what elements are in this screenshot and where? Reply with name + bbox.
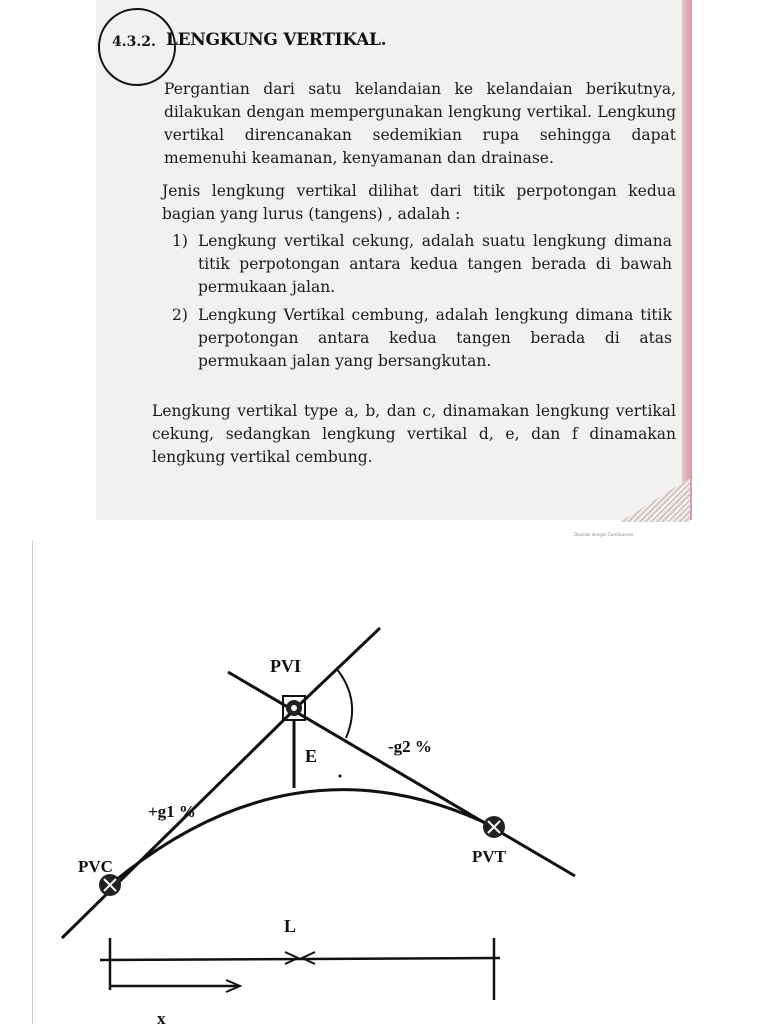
page-edge xyxy=(682,0,692,520)
paragraph-intro: Pergantian dari satu kelandaian ke kelandaian berikutnya, dilakukan dengan mempergunakan lengkung vertikal. Lengkung vertikal direncanakan sedemikian rupa sehingga dapat memenuhi keamanan, kenyamanan dan drainase. xyxy=(164,80,676,167)
list-item xyxy=(172,304,676,374)
list-item-text: Lengkung Vertikal cembung, adalah lengkung dimana titik perpotongan antara kedua tangen berada di atas permukaan jalan yang bersangkutan. xyxy=(198,306,672,370)
l-dimension-line xyxy=(100,958,500,960)
paragraph-summary: Lengkung vertikal type a, b, dan c, dinamakan lengkung vertikal cekung, sedangkan lengkung vertikal d, e, dan f dinamakan lengkung vertikal cembung. xyxy=(152,402,676,466)
pvc-label: PVC xyxy=(78,857,113,876)
paragraph-types: Jenis lengkung vertikal dilihat dari titik perpotongan kedua bagian yang lurus (tangens) , adalah : xyxy=(162,182,676,223)
e-label: E xyxy=(305,746,318,766)
angle-arc xyxy=(336,668,352,738)
l-label: L xyxy=(284,916,297,936)
pvi-label: PVI xyxy=(270,656,301,676)
scanner-watermark: Dipindai dengan CamScanner xyxy=(574,532,634,537)
tangent-g1-extension xyxy=(296,628,380,708)
section-title: LENGKUNG VERTIKAL. xyxy=(166,30,387,50)
list-item-number: 2) xyxy=(172,306,188,324)
vertical-curve-diagram xyxy=(0,540,768,1024)
g2-label: -g2 % xyxy=(388,737,432,756)
pvt-label: PVT xyxy=(472,847,506,866)
curve-dot xyxy=(339,775,342,778)
list-item xyxy=(172,230,676,300)
tangent-g1-line xyxy=(62,708,296,938)
list-item-number: 1) xyxy=(172,232,188,250)
tangent-g2-line xyxy=(228,672,575,876)
x-label: x xyxy=(157,1009,166,1024)
list-item-text: Lengkung vertikal cekung, adalah suatu lengkung dimana titik perpotongan antara kedua tangen berada di bawah permukaan jalan. xyxy=(198,232,672,296)
g1-label: +g1 % xyxy=(148,802,196,821)
pvi-point-center xyxy=(291,705,297,711)
section-number: 4.3.2. xyxy=(112,34,156,50)
